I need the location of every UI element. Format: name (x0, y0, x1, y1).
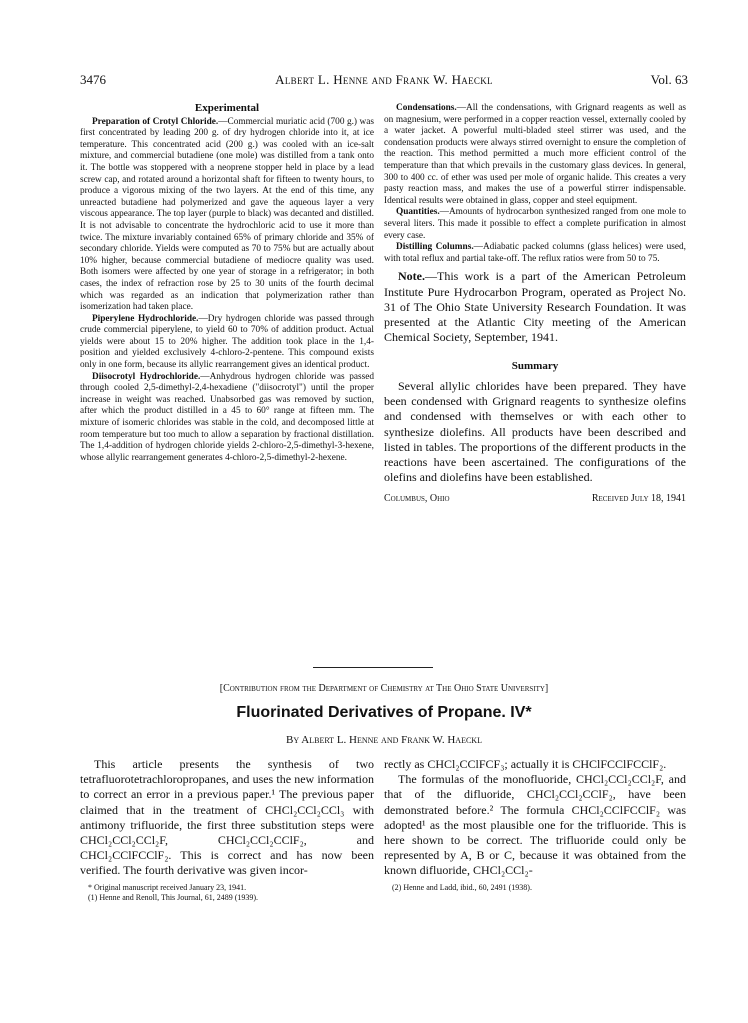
contribution-line: [Contribution from the Department of Chemistry at The Ohio State University] (219, 683, 549, 694)
volume-label: Vol. 63 (650, 72, 688, 87)
paragraph-text: rectly as CHCl₂CClFCF₃; actually it is CHClFCClFCClF₂. (384, 757, 667, 771)
summary-heading: Summary (511, 360, 559, 373)
paragraph-text: The formulas of the monofluoride, CHCl₂CCl₂CCl₂F, and that of the difluoride, CHCl₂CCl₂CClF₂, have been demonstrated before.² The formula CHCl₂CClFCClF₂ was adopted¹ as the most plausible one for the trifluoride. This is here shown to be correct. The trifluoride could only be represented by A, B or C, because it was obtained from the known difluoride, CHCl₂CCl₂- (384, 772, 686, 878)
paragraph-text: —Amounts of hydrocarbon synthesized ranged from one mole to several liters. This made it possible to effect a complete purification in almost every case. (384, 207, 686, 241)
paragraph-text: —Dry hydrogen chloride was passed through crude commercial piperylene, to yield 60 to 70% of addition product. Actual yields were about 15 to 20% higher. The addition took place in the 1,4-position and yielded exclusively 4-chloro-2-pentene. This compound exists only in one form, because its allylic rearrangement gives an identical product. (80, 313, 374, 371)
summary-block (384, 379, 686, 485)
note-text: —This work is a part of the American Petroleum Institute Pure Hydrocarbon Program, operated as Project No. 31 of The Ohio State University Research Foundation. It was presented at the Atlantic City meeting of the American Chemical Society, September, 1941. (384, 269, 686, 345)
running-authors: Albert L. Henne and Frank W. Haeckl (275, 72, 493, 87)
received-date: Received July 18, 1941 (591, 493, 686, 505)
paragraph (384, 103, 686, 207)
paragraph-text: This article presents the synthesis of two tetrafluorotetrachloropropanes, and uses the new information to correct an error in a previous paper.¹ The previous paper claimed that in the treatment of CHCl₂CCl₂CCl₃ with antimony trifluoride, the first three substitution steps were CHCl₂CCl₂CCl₂F, CHCl₂CCl₂CClF₂, and CHCl₂CClFCClF₂. This is correct and has now been verified. The fourth derivative was given incor- (80, 757, 374, 878)
footnotes (384, 883, 686, 893)
note-paragraph (384, 269, 686, 345)
paragraph-text: —Adiabatic packed columns (glass helices) were used, with total reflux and partial take-off. The reflux ratios were from 50 to 75. (384, 242, 686, 264)
footnote: (2) Henne and Ladd, ibid., 60, 2491 (1938). (392, 882, 532, 892)
article-byline: By Albert L. Henne and Frank W. Haeckl (286, 734, 482, 746)
paragraph-text: —Anhydrous hydrogen chloride was passed through cooled 2,5-dimethyl-2,4-hexadiene ("diisocrotyl") until the proper increase in weight was reached. Unabsorbed gas was removed by suction, after which the product distilled in a 45 to 60° range at fifteen mm. The mixture of isomeric chlorides was stable in the cold, and decomposed little at room temperature but too much to allow a separation by fractional distillation. The 1,4-addition of hydrogen chloride yields 2-chloro-2,5-dimethyl-3-hexene, whose allylic rearrangement generates 4-chloro-2,5-dimethyl-2-hexene. (80, 371, 374, 463)
run-in-heading: Preparation of Crotyl Chloride. (92, 116, 219, 127)
running-header (80, 72, 688, 90)
page-number: 3476 (80, 72, 106, 87)
paragraph-text: —Commercial muriatic acid (700 g.) was first concentrated by leading 200 g. of dry hydrogen chloride into it, at ice temperature. This concentrated acid (200 g.) was cooled with an ice-salt mixture, and commercial butadiene (one mole) was distilled from a tank onto it. The bottle was stoppered with a neoprene stopper held in place by a lead screw cap, and rotated around a horizontal shaft for fifteen to twenty hours, to produce a vigorous mixing of the two layers. At the end of this time, any unreacted butadiene had polymerized and gave the aqueous layer a very viscous appearance. The top layer (purple to black) was decanted and distilled. It is not advisable to concentrate the hydrochloric acid to use it more than twice. The mixture invariably contained 65% of primary chloride and 35% of secondary chloride. Yields were computed as 70 to 75% but are actually about 10% higher, because commercial butadiene of mediocre quality was used. Both isomers were affected by one year of storage in a refrigerator; in both cases, the index of refraction rose by 25 to 30 units of the fourth decimal which was regarded as an indication that polymerization rather than isomerization had taken place. (80, 116, 374, 313)
right-column (384, 103, 686, 505)
paragraph (384, 207, 686, 242)
article-left-column (80, 757, 374, 903)
paragraph (80, 372, 374, 465)
note-block (384, 269, 686, 345)
footnote: * Original manuscript received January 23, 1941. (88, 882, 247, 892)
place-label: Columbus, Ohio (384, 493, 450, 505)
run-in-heading: Piperylene Hydrochloride. (92, 313, 199, 324)
paragraph (80, 314, 374, 372)
note-heading: Note. (398, 269, 425, 284)
signature-line (384, 493, 686, 505)
run-in-heading: Condensations. (396, 103, 457, 113)
run-in-heading: Quantities. (396, 207, 440, 218)
footnotes (80, 883, 374, 903)
paragraph-text: —All the condensations, with Grignard reagents as well as on magnesium, were performed in a copper reaction vessel, externally cooled by a water jacket. A powerful multi-bladed steel stirrer was used, and the condensation products were always stirred overnight to ensure the completion of the reaction. This method permitted a much more efficient control of the temperature than that which prevails in the customary glass devices. In general, 300 to 400 cc. of ether was used per mole of organic halide. This creates a very pasty reaction mass, and makes the use of a powerful stirrer indispensable. Identical results were obtained in glass, copper and steel equipment. (384, 103, 686, 206)
summary-text: Several allylic chlorides have been prepared. They have been condensed with Grignard reagents to synthesize olefins and condensed with themselves or with each other to synthesize diolefins. All products have been described and listed in tables. The proportions of the different products in the reactions have been ascertained. The configurations of the olefins and diolefins have been established. (384, 378, 686, 485)
run-in-heading: Diisocrotyl Hydrochloride. (92, 371, 201, 382)
paragraph (80, 117, 374, 314)
paragraph (384, 242, 686, 265)
article-right-column (384, 757, 686, 893)
article-title: Fluorinated Derivatives of Propane. IV* (236, 704, 532, 721)
section-divider (313, 667, 433, 668)
left-column (80, 103, 374, 464)
experimental-heading: Experimental (194, 102, 260, 114)
footnote: (1) Henne and Renoll, This Journal, 61, 2489 (1939). (88, 892, 259, 902)
run-in-heading: Distilling Columns. (396, 242, 474, 253)
